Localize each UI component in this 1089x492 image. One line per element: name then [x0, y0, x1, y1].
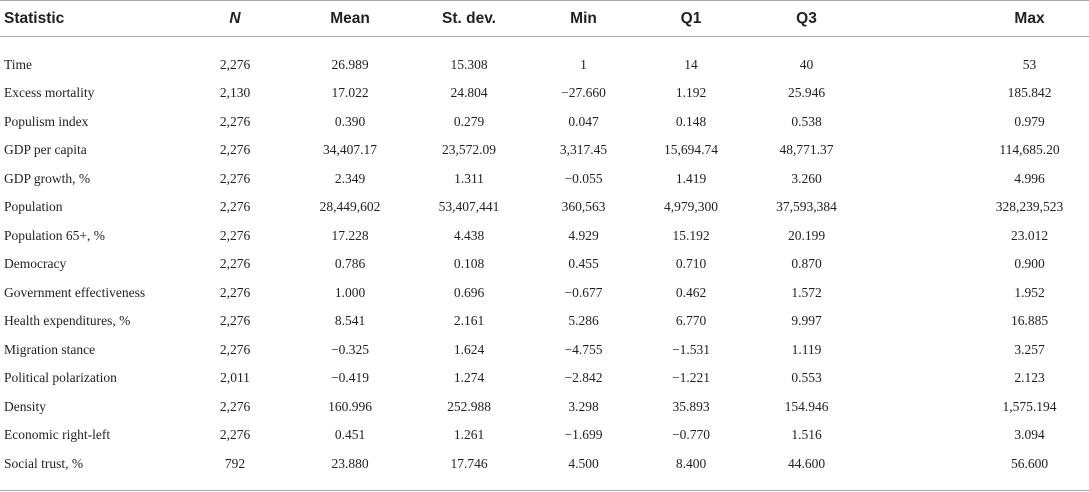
cell-max: 328,239,523: [995, 199, 1064, 215]
cell-max: 1,575.194: [1002, 398, 1057, 414]
cell-min: 4.500: [568, 455, 599, 471]
spacer-cell: [0, 37, 1089, 51]
cell-min: 4.929: [568, 227, 599, 243]
cell-q3: 1.572: [791, 284, 822, 300]
cell-mean: 17.228: [331, 227, 369, 243]
cell-max: 0.900: [1014, 256, 1045, 272]
table-row: [0, 51, 1089, 80]
cell-q3: 1.516: [791, 427, 822, 443]
cell-min: −4.755: [564, 341, 603, 357]
cell-min: 360,563: [561, 199, 606, 215]
cell-max: 23.012: [1010, 227, 1049, 243]
cell-n: 2,276: [219, 199, 251, 215]
cell-label: Density: [4, 398, 46, 414]
cell-label: Economic right-left: [4, 427, 111, 443]
cell-mean: 34,407.17: [323, 142, 377, 158]
cell-mean: 28,449,602: [319, 199, 381, 215]
cell-mean: 8.541: [334, 313, 366, 329]
cell-n: 2,276: [219, 113, 251, 129]
table-row: [0, 108, 1089, 137]
table-row: [0, 364, 1089, 393]
cell-max: 3.257: [1014, 341, 1045, 357]
cell-n: 2,276: [219, 56, 251, 72]
cell-st-dev: 1.261: [453, 427, 485, 443]
cell-q1: 6.770: [675, 313, 707, 329]
table-row: [0, 222, 1089, 251]
cell-q3: 154.946: [784, 398, 829, 414]
cell-mean: 0.390: [334, 113, 366, 129]
cell-max: 3.094: [1014, 427, 1045, 443]
cell-n: 2,276: [219, 170, 251, 186]
cell-q1: 15.192: [672, 227, 710, 243]
cell-q3: 0.553: [791, 370, 822, 386]
cell-label: Government effectiveness: [4, 284, 146, 300]
cell-max: 114,685.20: [999, 142, 1060, 158]
cell-n: 2,276: [219, 256, 251, 272]
cell-q3: 37,593,384: [776, 199, 837, 215]
cell-q1: 15,694.74: [664, 142, 718, 158]
cell-min: 1: [580, 56, 587, 72]
cell-min: 3.298: [568, 398, 599, 414]
cell-st-dev: 1.274: [453, 370, 485, 386]
table-header: [0, 1, 1089, 37]
cell-q1: 0.710: [675, 256, 707, 272]
cell-max: 2.123: [1014, 370, 1045, 386]
header-min: Min: [528, 1, 639, 37]
cell-q1: 1.419: [675, 170, 707, 186]
header-st-dev: St. dev.: [410, 1, 528, 37]
cell-q3: 0.538: [791, 113, 822, 129]
cell-max: 16.885: [1010, 313, 1049, 329]
cell-label: Health expenditures, %: [4, 313, 131, 329]
spacer-row: [0, 37, 1089, 51]
cell-n: 792: [224, 455, 246, 471]
cell-mean: 160.996: [328, 398, 372, 414]
cell-q1: 0.148: [675, 113, 707, 129]
header-row: [0, 1, 1089, 37]
cell-n: 2,130: [219, 85, 251, 101]
cell-n: 2,276: [219, 341, 251, 357]
cell-st-dev: 4.438: [453, 227, 485, 243]
cell-max: 53: [1022, 56, 1037, 72]
cell-q3: 9.997: [791, 313, 822, 329]
table-row: [0, 450, 1089, 479]
table-row: [0, 193, 1089, 222]
cell-st-dev: 1.624: [453, 341, 485, 357]
cell-st-dev: 53,407,441: [438, 199, 500, 215]
table-row: [0, 136, 1089, 165]
cell-n: 2,276: [219, 284, 251, 300]
cell-max: 56.600: [1010, 455, 1049, 471]
cell-label: GDP per capita: [4, 142, 87, 158]
cell-mean: 0.786: [334, 256, 366, 272]
table-row: [0, 79, 1089, 108]
cell-mean: 2.349: [334, 170, 366, 186]
cell-st-dev: 15.308: [450, 56, 488, 72]
table-row: [0, 393, 1089, 422]
cell-q1: −1.531: [672, 341, 710, 357]
cell-label: Democracy: [4, 256, 67, 272]
cell-label: Social trust, %: [4, 455, 84, 471]
cell-st-dev: 17.746: [450, 455, 488, 471]
cell-min: 3,317.45: [559, 142, 608, 158]
cell-q1: 1.192: [675, 85, 707, 101]
table-row: [0, 250, 1089, 279]
cell-q3: 25.946: [787, 85, 826, 101]
cell-max: 0.979: [1014, 113, 1045, 129]
cell-min: −27.660: [561, 85, 606, 101]
cell-n: 2,276: [219, 313, 251, 329]
cell-q1: 14: [684, 56, 698, 72]
cell-n: 2,011: [220, 370, 250, 386]
cell-q1: 8.400: [675, 455, 707, 471]
cell-n: 2,276: [219, 142, 251, 158]
cell-max: 1.952: [1014, 284, 1045, 300]
cell-label: Excess mortality: [4, 85, 95, 101]
cell-q3: 48,771.37: [779, 142, 834, 158]
cell-st-dev: 0.108: [453, 256, 485, 272]
cell-st-dev: 0.279: [453, 113, 485, 129]
cell-q1: 0.462: [675, 284, 707, 300]
cell-label: Political polarization: [4, 370, 117, 386]
cell-st-dev: 2.161: [453, 313, 485, 329]
header-max: Max: [870, 1, 1089, 37]
cell-label: Population: [4, 199, 63, 215]
cell-n: 2,276: [219, 427, 251, 443]
header-q3: Q3: [743, 1, 870, 37]
header-q1: Q1: [639, 1, 743, 37]
header-statistic: Statistic: [0, 1, 180, 37]
cell-n: 2,276: [219, 227, 251, 243]
cell-q1: −0.770: [672, 427, 710, 443]
table-row: [0, 165, 1089, 194]
cell-q3: 40: [799, 56, 814, 72]
cell-mean: 0.451: [334, 427, 366, 443]
cell-mean: −0.325: [331, 341, 369, 357]
cell-st-dev: 23,572.09: [442, 142, 496, 158]
header-mean: Mean: [290, 1, 410, 37]
cell-min: −2.842: [564, 370, 603, 386]
bottom-rule-cell: [0, 478, 1089, 490]
cell-min: 5.286: [568, 313, 599, 329]
table-row: [0, 421, 1089, 450]
cell-st-dev: 1.311: [454, 170, 484, 186]
cell-mean: 23.880: [331, 455, 369, 471]
cell-min: −1.699: [564, 427, 603, 443]
cell-mean: −0.419: [331, 370, 369, 386]
cell-q3: 44.600: [787, 455, 826, 471]
cell-min: 0.047: [568, 113, 599, 129]
cell-mean: 17.022: [331, 85, 369, 101]
cell-q1: 35.893: [672, 398, 710, 414]
cell-min: 0.455: [568, 256, 599, 272]
header-n: N: [180, 1, 290, 37]
table-row: [0, 307, 1089, 336]
cell-st-dev: 24.804: [450, 85, 488, 101]
table-body: [0, 37, 1089, 491]
cell-st-dev: 0.696: [453, 284, 485, 300]
cell-n: 2,276: [219, 398, 251, 414]
cell-label: Migration stance: [4, 341, 96, 357]
table-row: [0, 336, 1089, 365]
table-row: [0, 279, 1089, 308]
cell-label: Populism index: [4, 113, 89, 129]
cell-max: 4.996: [1014, 170, 1045, 186]
cell-q3: 1.119: [791, 341, 822, 357]
cell-q3: 20.199: [787, 227, 826, 243]
cell-q3: 3.260: [791, 170, 822, 186]
cell-q3: 0.870: [791, 256, 822, 272]
cell-q1: −1.221: [672, 370, 710, 386]
cell-max: 185.842: [1007, 85, 1052, 101]
cell-min: −0.677: [564, 284, 603, 300]
cell-mean: 1.000: [334, 284, 366, 300]
cell-mean: 26.989: [331, 56, 369, 72]
bottom-rule-row: [0, 478, 1089, 490]
cell-label: Population 65+, %: [4, 227, 105, 243]
cell-label: Time: [4, 56, 33, 72]
cell-q1: 4,979,300: [664, 199, 718, 215]
cell-label: GDP growth, %: [4, 170, 91, 186]
cell-st-dev: 252.988: [447, 398, 491, 414]
cell-min: −0.055: [564, 170, 603, 186]
